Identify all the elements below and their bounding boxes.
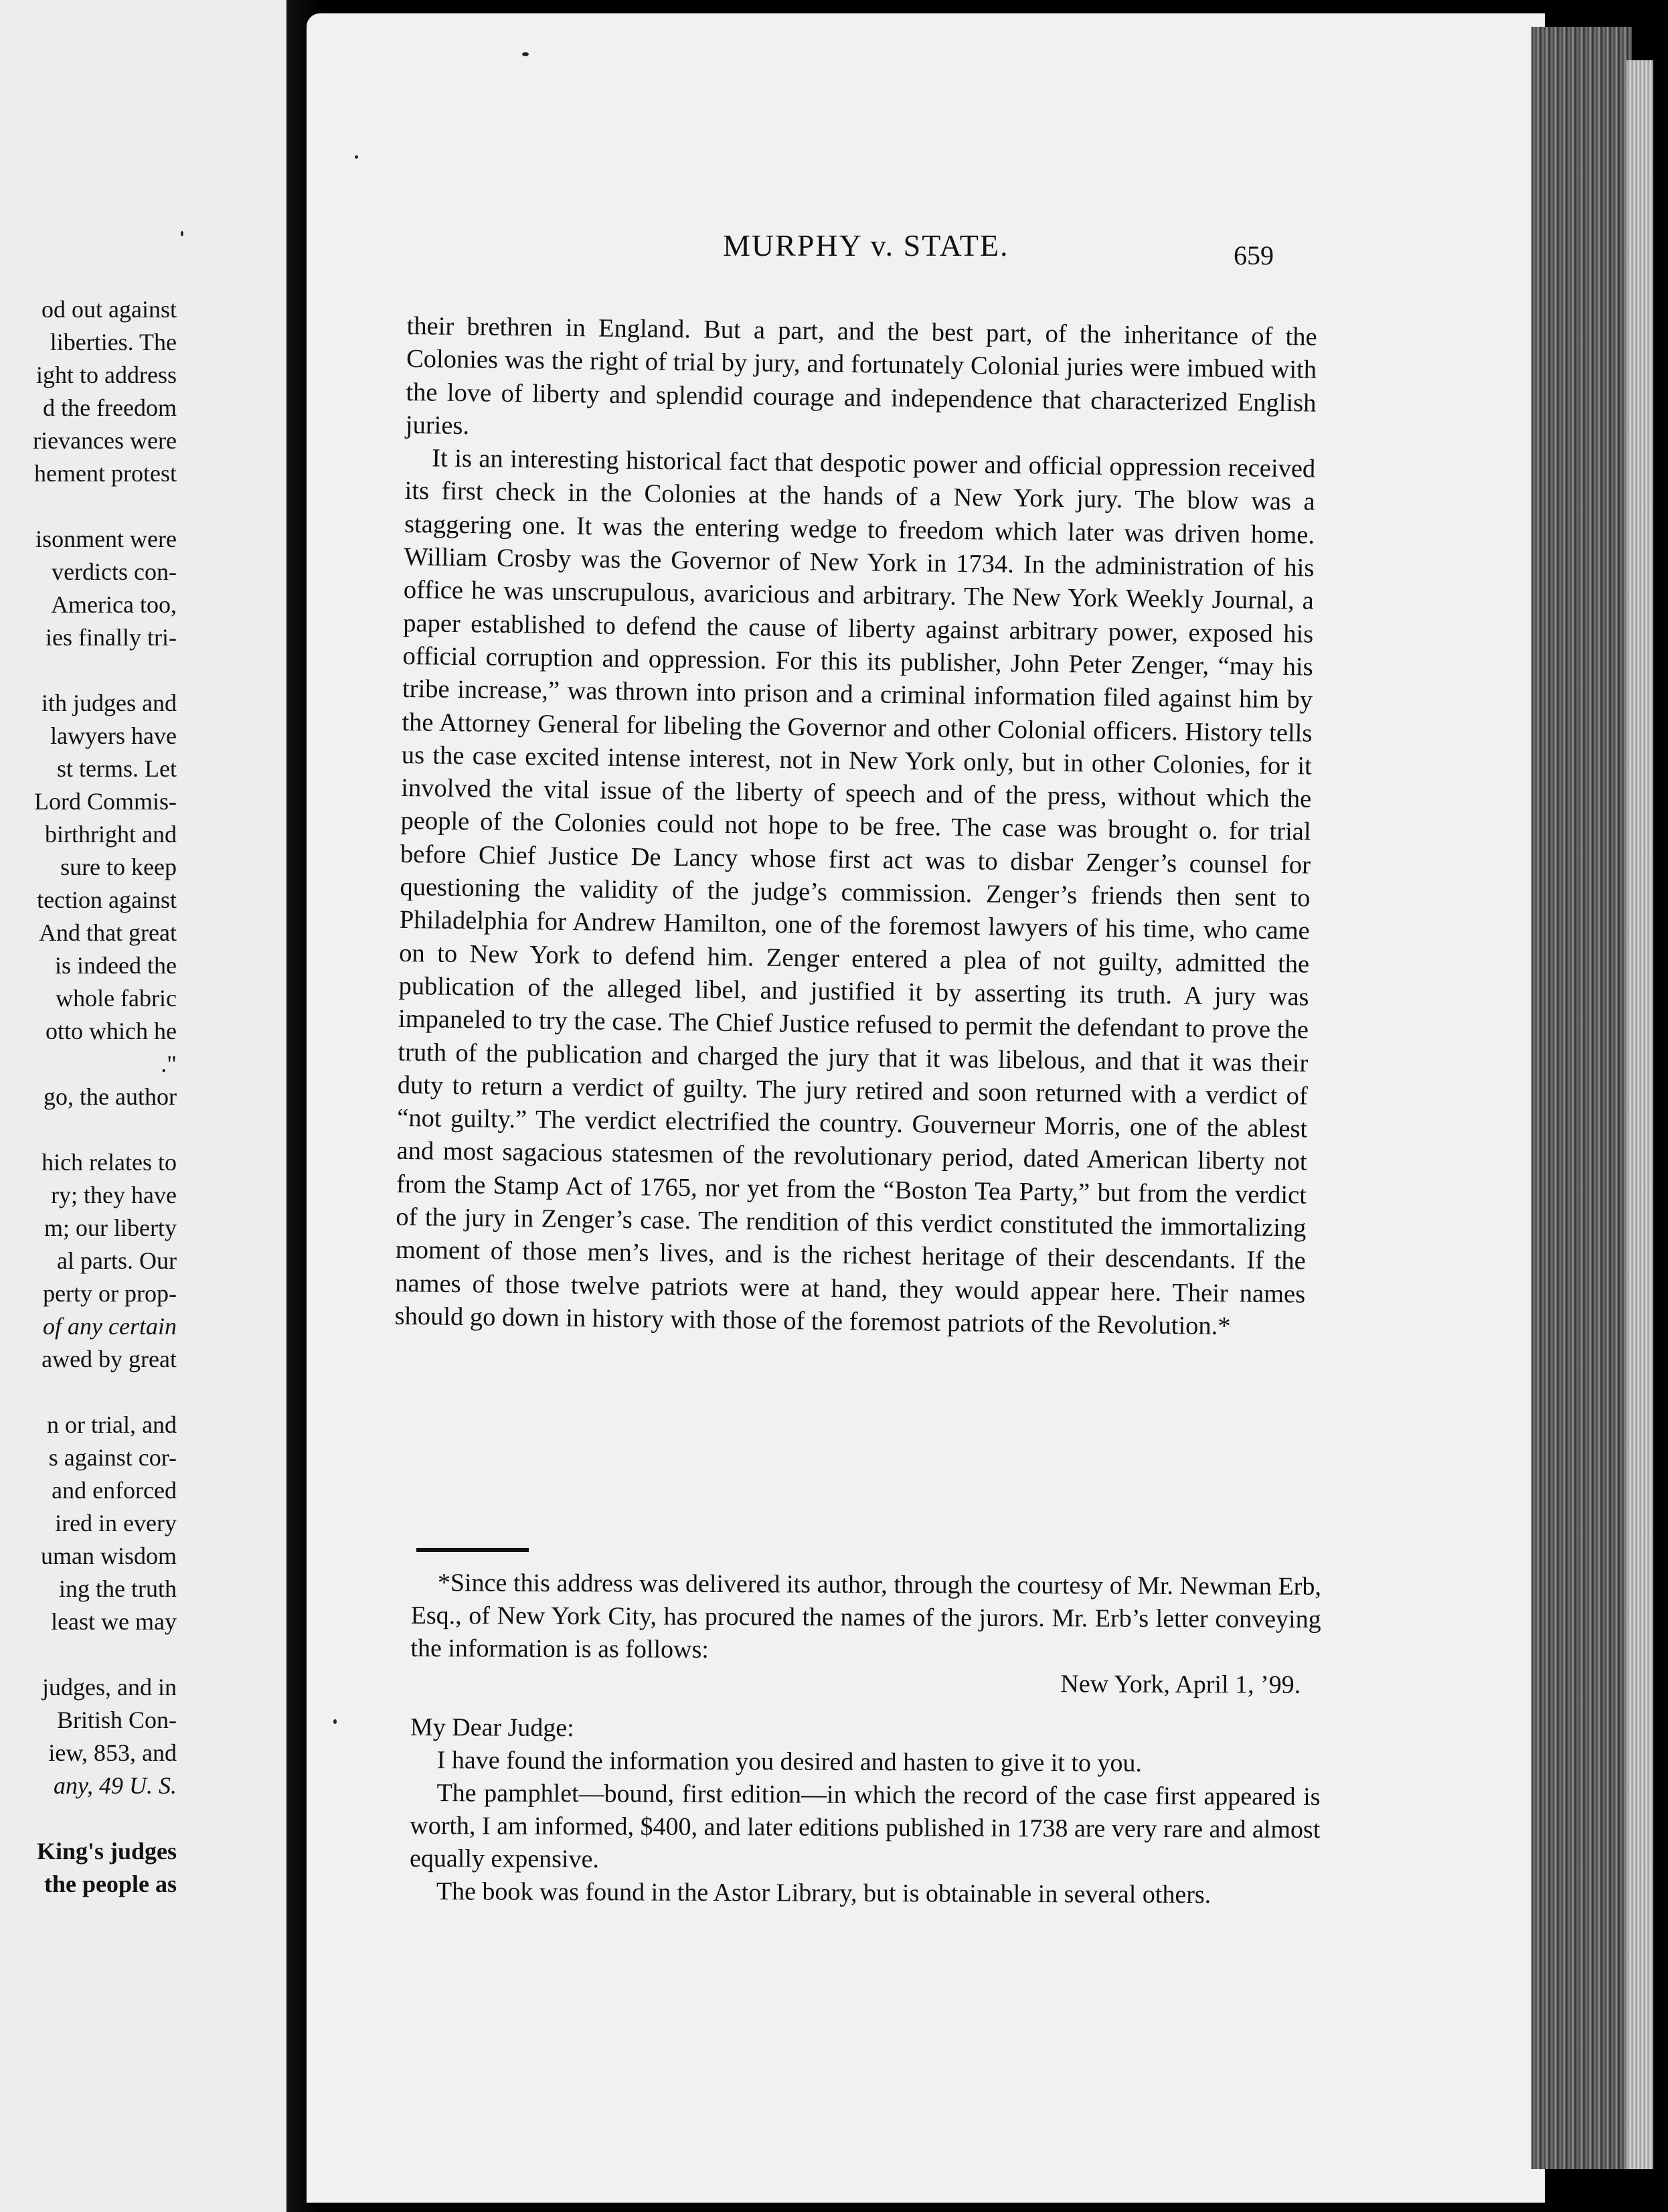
left-page-line: tection against bbox=[37, 886, 177, 913]
left-page-line: od out against bbox=[41, 296, 177, 323]
running-head: MURPHY v. STATE. bbox=[723, 228, 1009, 262]
left-page-line: liberties. The bbox=[50, 329, 177, 356]
left-page-line: lawyers have bbox=[50, 722, 177, 749]
left-page-line: British Con- bbox=[56, 1707, 177, 1733]
paper-speck bbox=[181, 231, 183, 236]
paper-speck bbox=[333, 1719, 337, 1724]
left-page-line: any, 49 U. S. bbox=[54, 1772, 177, 1799]
left-page-line: of any certain bbox=[43, 1313, 177, 1340]
paragraph-continued: their brethren in England. But a part, and the best part, of the inheritance of the Colonies was the right of trial by jury, and fortunately Colonial juries were imbued with the love of liberty and splendid courage and independence that characterized English juries. bbox=[405, 311, 1317, 441]
left-page-line: ies finally tri- bbox=[46, 624, 177, 651]
left-page-line: isonment were bbox=[35, 526, 177, 552]
paper-speck bbox=[522, 52, 529, 56]
main-text bbox=[394, 310, 1317, 1344]
left-page-line: hement protest bbox=[34, 460, 177, 487]
left-page-line: hich relates to bbox=[41, 1149, 177, 1176]
left-page-line: is indeed the bbox=[55, 952, 177, 979]
left-facing-page bbox=[0, 0, 295, 2212]
left-page-line: the people as bbox=[44, 1871, 177, 1897]
left-page-line: m; our liberty bbox=[44, 1214, 177, 1241]
left-page-line: ith judges and bbox=[41, 690, 177, 716]
letter-paragraph: The pamphlet—bound, first edition—in which the record of the case first appeared is worth, I am informed, $400, and later editions published in 1738 are very rare and almost equally expensive. bbox=[410, 1779, 1321, 1874]
letter-dateline: New York, April 1, ’99. bbox=[1060, 1670, 1301, 1699]
footnote bbox=[410, 1567, 1321, 1912]
left-page-line: iew, 853, and bbox=[48, 1739, 177, 1766]
left-page-line: America too, bbox=[51, 591, 177, 618]
paragraph-zenger: It is an interesting historical fact that despotic power and official oppression received its first check in the Colonies at the hands of a New York jury. The blow was a staggering one. It was the entering wedge to freedom which later was driven home. William Crosby was the Governor of New York in 1734. In the administration of his office he was unscrupulous, avaricious and arbitrary. The New York Weekly Journal, a paper established to defend the cause of liberty against arbitrary power, exposed his official corruption and oppression. For this its publisher, John Peter Zenger, “may his tribe increase,” was thrown into prison and a criminal information filed against him by the Attorney General for libeling the Governor and other Colonial officers. History tells us the case excited intense interest, not in New York only, but in other Colonies, for it involved the vital issue of the liberty of speech and of the press, without which the people of the Colonies could not hope to be free. The case was brought o. for trial before Chief Justice De Lancy whose first act was to disbar Zenger’s counsel for questioning the validity of the judge’s commission. Zenger’s friends then sent to Philadelphia for Andrew Hamilton, one of the foremost lawyers of his time, who came on to New York to defend him. Zenger entered a plea of not guilty, admitted the publication of the alleged libel, and justified it by asserting its truth. A jury was impaneled to try the case. The Chief Justice refused to permit the defendant to prove the truth of the publication and charged the jury that it was libelous, and that it was their duty to return a verdict of guilty. The jury retired and soon returned with a verdict of “not guilty.” The verdict electrified the country. Gouverneur Morris, one of the ablest and most sagacious statesmen of the revolutionary period, dated American liberty not from the Stamp Act of 1765, nor yet from the “Boston Tea Party,” but from the verdict of the jury in Zenger’s case. The rendition of this verdict constituted the immortalizing moment of those men’s lives, and is the richest heritage of their descendants. If the names of those twelve patriots were at hand, they would appear here. Their names should go down in history with those of the foremost patriots of the Revolution.* bbox=[394, 444, 1316, 1341]
letter-paragraph: The book was found in the Astor Library, but is obtainable in several others. bbox=[436, 1877, 1212, 1909]
footnote-rule bbox=[416, 1548, 529, 1552]
left-page-line: ight to address bbox=[36, 362, 177, 388]
left-page-line: and enforced bbox=[52, 1477, 177, 1504]
page-number: 659 bbox=[1234, 240, 1274, 270]
left-page-line: d the freedom bbox=[43, 394, 177, 421]
left-page-line: Lord Commis- bbox=[34, 788, 177, 815]
left-page-line: whole fabric bbox=[56, 985, 177, 1012]
left-page-line: s against cor- bbox=[48, 1444, 177, 1471]
letter-paragraph: I have found the information you desired and hasten to give it to you. bbox=[436, 1746, 1143, 1778]
left-page-line: awed by great bbox=[41, 1346, 177, 1372]
left-page-line: judges, and in bbox=[42, 1674, 177, 1701]
left-page-line: verdicts con- bbox=[52, 558, 177, 585]
left-page-line: otto which he bbox=[46, 1018, 177, 1044]
footnote-intro: *Since this address was delivered its author, through the courtesy of Mr. Newman Erb, Esq., of New York City, has procured the names of the jurors. Mr. Erb’s letter conveying the information is as follows: bbox=[410, 1569, 1321, 1664]
left-page-line: uman wisdom bbox=[41, 1543, 177, 1569]
left-page-line: ." bbox=[161, 1050, 177, 1077]
letter-salutation: My Dear Judge: bbox=[410, 1713, 574, 1743]
left-page-line: st terms. Let bbox=[57, 755, 177, 782]
left-page-line: ry; they have bbox=[51, 1182, 177, 1208]
left-page-line: ing the truth bbox=[59, 1575, 177, 1602]
left-page-line: birthright and bbox=[45, 821, 177, 848]
left-page-line: perty or prop- bbox=[43, 1280, 177, 1307]
left-page-line: al parts. Our bbox=[57, 1247, 177, 1274]
left-page-line: And that great bbox=[39, 919, 177, 946]
left-page-line: n or trial, and bbox=[47, 1411, 177, 1438]
left-page-line: ired in every bbox=[55, 1510, 177, 1536]
page-edges-outer bbox=[1627, 60, 1653, 2169]
paper-speck bbox=[355, 155, 358, 159]
left-page-line: least we may bbox=[51, 1608, 177, 1635]
left-page-line: King's judges bbox=[36, 1838, 177, 1865]
left-page-line: go, the author bbox=[44, 1083, 177, 1110]
page-edges bbox=[1531, 27, 1632, 2169]
left-page-line: rievances were bbox=[33, 427, 177, 454]
left-page-line: sure to keep bbox=[60, 854, 177, 880]
